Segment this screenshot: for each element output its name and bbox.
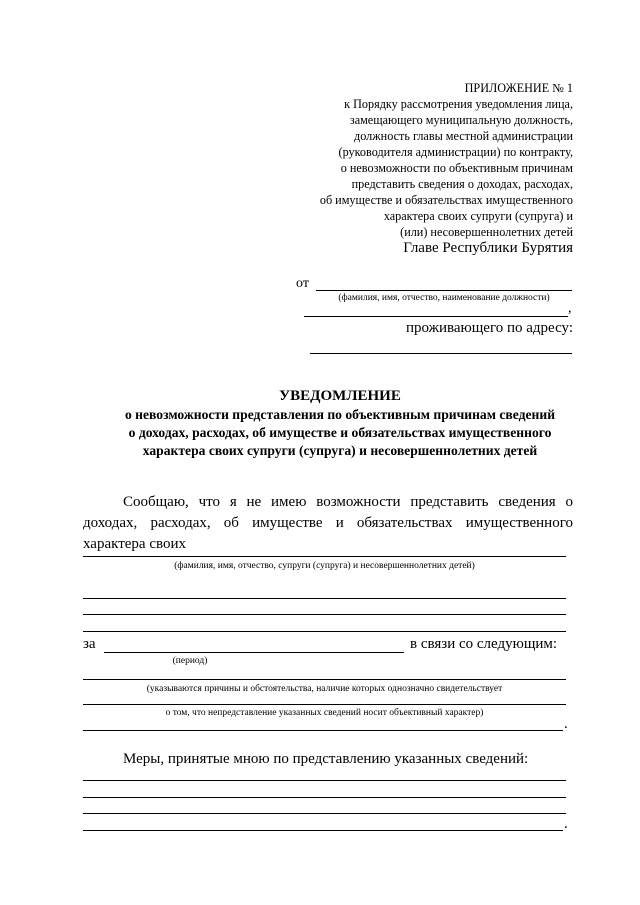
blank-line[interactable] <box>83 598 566 599</box>
from-name-field[interactable] <box>316 290 572 291</box>
addressee: Главе Республики Бурятия <box>403 240 573 256</box>
period-prefix: за <box>83 636 96 652</box>
appendix-line: характера своих супруги (супруга) и <box>383 209 573 223</box>
measures-field[interactable] <box>83 797 566 798</box>
document-subtitle-line: о доходах, расходах, об имуществе и обязательствах имущественного <box>128 425 552 440</box>
measures-field[interactable] <box>83 780 566 781</box>
appendix-line: ПРИЛОЖЕНИЕ № 1 <box>464 81 573 95</box>
measures-field[interactable] <box>83 813 566 814</box>
appendix-line: замещающего муниципальную должность, <box>349 113 573 127</box>
names-caption: (фамилия, имя, отчество, супруги (супруга) и несовершеннолетних детей) <box>174 561 475 571</box>
reasons-end: . <box>564 716 568 732</box>
reasons-field[interactable] <box>83 704 566 705</box>
period-field[interactable] <box>104 652 404 653</box>
appendix-line: (руководителя администрации) по контракту, <box>338 145 573 159</box>
from-position-field[interactable] <box>304 316 568 317</box>
appendix-line: о невозможности по объективным причинам <box>340 161 573 175</box>
reasons-caption-line: о том, что непредставление указанных сведений носит объективный характер) <box>165 708 484 718</box>
measures-label: Меры, принятые мною по представлению указанных сведений: <box>123 751 529 767</box>
appendix-header <box>233 80 573 240</box>
blank-line[interactable] <box>83 631 566 632</box>
measures-end: . <box>564 816 568 832</box>
appendix-line: к Порядку рассмотрения уведомления лица, <box>344 97 573 111</box>
measures-field[interactable] <box>83 830 563 831</box>
reasons-field[interactable] <box>83 730 563 731</box>
reasons-caption-line: (указываются причины и обстоятельства, наличие которых однозначно свидетельствует <box>146 684 503 694</box>
document-subtitle-line: характера своих супруги (супруга) и несовершеннолетних детей <box>142 443 538 458</box>
document-title: УВЕДОМЛЕНИЕ <box>279 388 401 404</box>
period-caption: (период) <box>172 656 208 666</box>
statement-paragraph: Сообщаю, что я не имею возможности представить сведения о доходах, расходах, об имуществе и обязательствах имущественного характера своих <box>83 494 573 552</box>
appendix-line: должность главы местной администрации <box>354 129 573 143</box>
names-field[interactable] <box>83 556 566 557</box>
appendix-line: представить сведения о доходах, расходах, <box>351 177 573 191</box>
period-suffix: в связи со следующим: <box>410 636 558 652</box>
residing-label: проживающего по адресу: <box>405 320 573 336</box>
from-caption: (фамилия, имя, отчество, наименование должности) <box>338 293 550 303</box>
appendix-line: (или) несовершеннолетних детей <box>400 225 573 239</box>
appendix-line: об имуществе и обязательствах имущественного <box>319 193 573 207</box>
from-comma: , <box>568 301 572 316</box>
document-subtitle-line: о невозможности представления по объективным причинам сведений <box>124 407 556 422</box>
reasons-field[interactable] <box>83 679 566 680</box>
blank-line[interactable] <box>83 614 566 615</box>
from-label: от <box>296 276 309 291</box>
address-field[interactable] <box>310 353 572 354</box>
